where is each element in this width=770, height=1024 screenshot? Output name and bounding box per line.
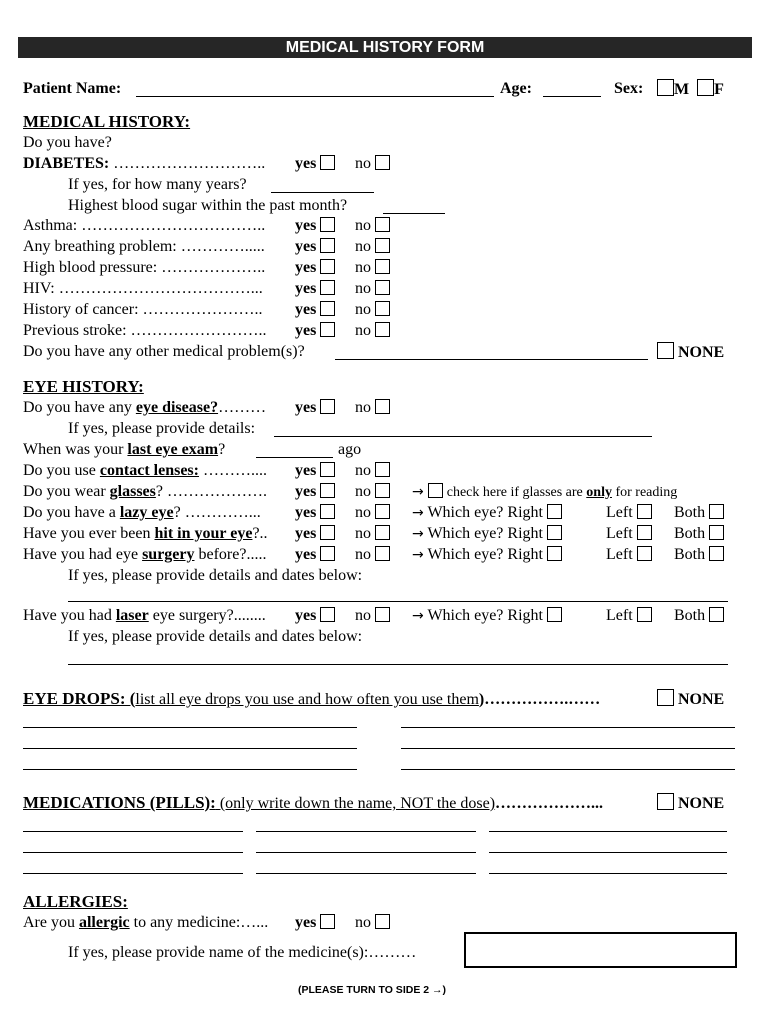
yes-label: yes — [295, 483, 317, 500]
no-label: no — [355, 483, 371, 500]
diabetes-sugar-field[interactable] — [383, 213, 445, 214]
hit-eye-which: → Which eye? Right — [412, 524, 562, 544]
laser-which: → Which eye? Right — [412, 606, 562, 626]
medication-field[interactable] — [256, 873, 476, 874]
yes-label: yes — [295, 280, 317, 297]
diabetes-label: DIABETES: — [23, 155, 110, 172]
other-problems-field[interactable] — [335, 359, 648, 360]
yes-label: yes — [295, 399, 317, 416]
hit-eye-no — [355, 524, 390, 544]
medication-field[interactable] — [23, 873, 243, 874]
contacts-yes-checkbox[interactable] — [320, 462, 335, 477]
diabetes-yes — [295, 154, 335, 174]
medical-history-intro: Do you have? — [23, 134, 112, 151]
breathing-yes-checkbox[interactable] — [320, 238, 335, 253]
cancer-no — [355, 300, 390, 320]
last-eye-exam-field[interactable] — [256, 457, 333, 458]
form-title: MEDICAL HISTORY FORM — [18, 37, 752, 58]
allergies-heading: ALLERGIES: — [23, 892, 128, 911]
stroke-label: Previous stroke: …………………….. — [23, 322, 267, 339]
sex-female-checkbox[interactable] — [697, 79, 714, 96]
breathing-label: Any breathing problem: …………..... — [23, 238, 265, 255]
yes-label: yes — [295, 155, 317, 172]
eye-surgery-left: Left — [606, 545, 652, 565]
cancer-yes-checkbox[interactable] — [320, 301, 335, 316]
allergy-question: Are you allergic to any medicine:…... — [23, 914, 269, 931]
yes-label: yes — [295, 525, 317, 542]
eye-surgery-yes-checkbox[interactable] — [320, 546, 335, 561]
other-problems-label: Do you have any other medical problem(s)? — [23, 343, 305, 360]
no-label: no — [355, 525, 371, 542]
sex-male-label: M — [674, 81, 690, 98]
allergy-no — [355, 913, 390, 933]
yes-label: yes — [295, 462, 317, 479]
eye-history-heading: EYE HISTORY: — [23, 377, 144, 396]
asthma-no-checkbox[interactable] — [375, 217, 390, 232]
patient-name-label: Patient Name: — [23, 80, 122, 97]
lazy-eye-right-checkbox[interactable] — [547, 504, 562, 519]
allergy-yes-checkbox[interactable] — [320, 914, 335, 929]
hit-eye-left: Left — [606, 524, 652, 544]
eye-drops-heading: EYE DROPS: (list all eye drops you use and how often you use them)…………….…… — [23, 689, 601, 708]
glasses-no — [355, 482, 390, 502]
glasses-no-checkbox[interactable] — [375, 483, 390, 498]
lazy-eye-left-checkbox[interactable] — [637, 504, 652, 519]
hiv-yes-checkbox[interactable] — [320, 280, 335, 295]
lazy-eye-both: Both — [674, 503, 724, 523]
diabetes-no-checkbox[interactable] — [375, 155, 390, 170]
eye-surgery-details-field[interactable] — [68, 601, 728, 602]
glasses-reading-checkbox[interactable] — [428, 483, 443, 498]
hit-eye-both: Both — [674, 524, 724, 544]
glasses-reading — [412, 482, 677, 503]
eye-drops-field[interactable] — [401, 769, 735, 770]
arrow-right-icon: → — [412, 505, 424, 521]
medication-field[interactable] — [489, 852, 727, 853]
breathing-yes — [295, 237, 335, 257]
yes-label: yes — [295, 914, 317, 931]
laser-left: Left — [606, 606, 652, 626]
no-label: no — [355, 546, 371, 563]
hiv-yes — [295, 279, 335, 299]
diabetes-years-field[interactable] — [271, 192, 374, 193]
laser-right-checkbox[interactable] — [547, 607, 562, 622]
yes-label: yes — [295, 238, 317, 255]
eye-surgery-no — [355, 545, 390, 565]
stroke-no — [355, 321, 390, 341]
lazy-eye-no-checkbox[interactable] — [375, 504, 390, 519]
sex-female-label: F — [714, 81, 724, 98]
laser-yes — [295, 606, 335, 626]
eye-surgery-question: Have you had eye surgery before?..... — [23, 546, 267, 563]
eye-surgery-details-label: If yes, please provide details and dates below: — [68, 567, 363, 584]
allergy-medicine-field[interactable] — [464, 932, 737, 968]
no-label: no — [355, 399, 371, 416]
blood-pressure-no — [355, 258, 390, 278]
arrow-right-icon: → — [412, 484, 424, 500]
medical-history-heading: MEDICAL HISTORY: — [23, 112, 191, 131]
eye-disease-yes — [295, 398, 335, 418]
contacts-yes — [295, 461, 335, 481]
blood-pressure-yes-checkbox[interactable] — [320, 259, 335, 274]
diabetes-sugar-label: Highest blood sugar within the past month? — [68, 197, 348, 214]
eye-surgery-no-checkbox[interactable] — [375, 546, 390, 561]
medication-field[interactable] — [256, 852, 476, 853]
laser-yes-checkbox[interactable] — [320, 607, 335, 622]
no-label: no — [355, 607, 371, 624]
none-label: NONE — [678, 691, 725, 708]
age-field[interactable] — [543, 96, 601, 97]
hiv-no — [355, 279, 390, 299]
laser-details-label: If yes, please provide details and dates below: — [68, 628, 363, 645]
asthma-no — [355, 216, 390, 236]
other-problems-none-checkbox[interactable] — [657, 342, 674, 359]
medication-field[interactable] — [489, 831, 727, 832]
eye-drops-none-checkbox[interactable] — [657, 689, 674, 706]
stroke-yes-checkbox[interactable] — [320, 322, 335, 337]
eye-disease-no-checkbox[interactable] — [375, 399, 390, 414]
eye-surgery-right-checkbox[interactable] — [547, 546, 562, 561]
laser-both: Both — [674, 606, 724, 626]
yes-label: yes — [295, 259, 317, 276]
eye-disease-no — [355, 398, 390, 418]
hit-eye-both-checkbox[interactable] — [709, 525, 724, 540]
stroke-no-checkbox[interactable] — [375, 322, 390, 337]
age-label: Age: — [500, 80, 532, 97]
eye-drops-field[interactable] — [401, 748, 735, 749]
laser-no-checkbox[interactable] — [375, 607, 390, 622]
no-label: no — [355, 462, 371, 479]
medications-none-checkbox[interactable] — [657, 793, 674, 810]
allergy-medicine-label: If yes, please provide name of the medicine(s):……… — [68, 944, 417, 961]
none-label: NONE — [678, 344, 725, 361]
lazy-eye-yes — [295, 503, 335, 523]
medication-field[interactable] — [23, 831, 243, 832]
eye-surgery-both: Both — [674, 545, 724, 565]
eye-disease-details-label: If yes, please provide details: — [68, 420, 256, 437]
last-eye-exam-question: When was your last eye exam? — [23, 441, 226, 458]
no-label: no — [355, 238, 371, 255]
cancer-no-checkbox[interactable] — [375, 301, 390, 316]
eye-surgery-both-checkbox[interactable] — [709, 546, 724, 561]
asthma-yes-checkbox[interactable] — [320, 217, 335, 232]
contacts-no-checkbox[interactable] — [375, 462, 390, 477]
eye-drops-field[interactable] — [23, 727, 357, 728]
allergy-no-checkbox[interactable] — [375, 914, 390, 929]
hit-eye-yes — [295, 524, 335, 544]
ago-label: ago — [338, 441, 362, 458]
sex-label: Sex: — [614, 80, 644, 97]
blood-pressure-no-checkbox[interactable] — [375, 259, 390, 274]
glasses-yes — [295, 482, 335, 502]
eye-drops-field[interactable] — [401, 727, 735, 728]
no-label: no — [355, 280, 371, 297]
eye-surgery-yes — [295, 545, 335, 565]
glasses-yes-checkbox[interactable] — [320, 483, 335, 498]
breathing-no-checkbox[interactable] — [375, 238, 390, 253]
allergy-yes — [295, 913, 335, 933]
arrow-right-icon: → — [412, 547, 424, 563]
diabetes-years-label: If yes, for how many years? — [68, 176, 247, 193]
hiv-no-checkbox[interactable] — [375, 280, 390, 295]
eye-drops-field[interactable] — [23, 769, 357, 770]
lazy-eye-no — [355, 503, 390, 523]
medication-field[interactable] — [489, 873, 727, 874]
no-label: no — [355, 504, 371, 521]
turn-page-note: (PLEASE TURN TO SIDE 2 →) — [298, 984, 446, 996]
laser-left-checkbox[interactable] — [637, 607, 652, 622]
lazy-eye-yes-checkbox[interactable] — [320, 504, 335, 519]
diabetes-dots: ……………………….. — [109, 155, 266, 172]
yes-label: yes — [295, 301, 317, 318]
blood-pressure-yes — [295, 258, 335, 278]
yes-label: yes — [295, 546, 317, 563]
blood-pressure-label: High blood pressure: ……………….. — [23, 259, 266, 276]
diabetes-no — [355, 154, 390, 174]
eye-drops-field[interactable] — [23, 748, 357, 749]
glasses-question: Do you wear glasses? ………………. — [23, 483, 267, 500]
eye-surgery-which: → Which eye? Right — [412, 545, 562, 565]
lazy-eye-which: → Which eye? Right — [412, 503, 562, 523]
yes-label: yes — [295, 217, 317, 234]
lazy-eye-both-checkbox[interactable] — [709, 504, 724, 519]
hit-eye-yes-checkbox[interactable] — [320, 525, 335, 540]
laser-no — [355, 606, 390, 626]
medications-heading: MEDICATIONS (PILLS): (only write down the name, NOT the dose)………………... — [23, 793, 604, 812]
yes-label: yes — [295, 322, 317, 339]
arrow-right-icon: → — [412, 608, 424, 624]
medication-field[interactable] — [256, 831, 476, 832]
eye-disease-yes-checkbox[interactable] — [320, 399, 335, 414]
diabetes-row — [23, 154, 265, 174]
lazy-eye-question: Do you have a lazy eye? …………... — [23, 504, 261, 521]
no-label: no — [355, 155, 371, 172]
medication-field[interactable] — [23, 852, 243, 853]
no-label: no — [355, 914, 371, 931]
contacts-no — [355, 461, 390, 481]
sex-male-checkbox[interactable] — [657, 79, 674, 96]
breathing-no — [355, 237, 390, 257]
hit-eye-right-checkbox[interactable] — [547, 525, 562, 540]
asthma-yes — [295, 216, 335, 236]
stroke-yes — [295, 321, 335, 341]
laser-surgery-question: Have you had laser eye surgery?........ — [23, 607, 266, 624]
hiv-label: HIV: ………………………………... — [23, 280, 263, 297]
yes-label: yes — [295, 607, 317, 624]
laser-details-field[interactable] — [68, 664, 728, 665]
arrow-right-icon: → — [412, 526, 424, 542]
laser-both-checkbox[interactable] — [709, 607, 724, 622]
none-label: NONE — [678, 795, 725, 812]
yes-label: yes — [295, 504, 317, 521]
lazy-eye-left: Left — [606, 503, 652, 523]
eye-disease-details-field[interactable] — [274, 436, 652, 437]
no-label: no — [355, 322, 371, 339]
glasses-reading-label: check here if glasses are only for reading — [446, 485, 678, 500]
hit-eye-question: Have you ever been hit in your eye?.. — [23, 525, 268, 542]
eye-surgery-left-checkbox[interactable] — [637, 546, 652, 561]
cancer-label: History of cancer: ………………….. — [23, 301, 263, 318]
diabetes-yes-checkbox[interactable] — [320, 155, 335, 170]
contact-lenses-question: Do you use contact lenses: ……….... — [23, 462, 267, 479]
no-label: no — [355, 259, 371, 276]
patient-name-field[interactable] — [136, 96, 494, 97]
hit-eye-no-checkbox[interactable] — [375, 525, 390, 540]
hit-eye-left-checkbox[interactable] — [637, 525, 652, 540]
no-label: no — [355, 217, 371, 234]
eye-disease-question: Do you have any eye disease?……… — [23, 399, 267, 416]
cancer-yes — [295, 300, 335, 320]
no-label: no — [355, 301, 371, 318]
asthma-label: Asthma: …………………………….. — [23, 217, 266, 234]
